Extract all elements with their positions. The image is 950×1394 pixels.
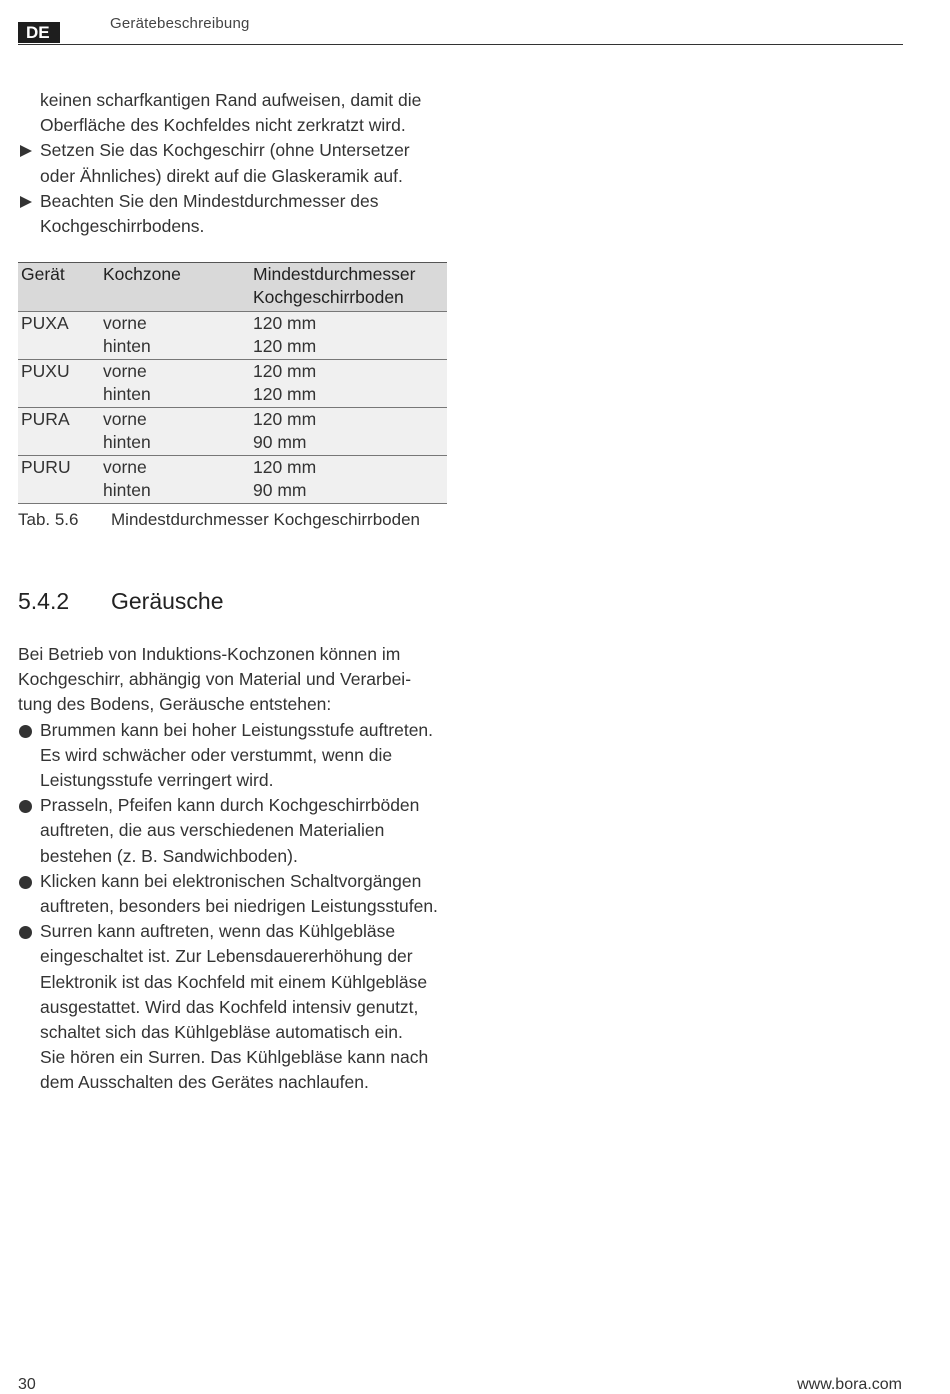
table-caption [18,510,448,530]
triangle-bullet-icon [20,196,32,208]
triangle-bullet-icon [20,145,32,157]
diameter-cell: 120 mm 120 mm [250,312,447,360]
text-line: bestehen (z. B. Sandwichboden). [40,845,298,866]
section-body [18,642,448,1096]
bullet-dot-icon [19,876,32,889]
text-line: ausgestattet. Wird das Kochfeld intensiv genutzt, [40,996,419,1017]
bullet-item [18,869,448,919]
header-zone: Kochzone [100,263,250,312]
text-line: Prasseln, Pfeifen kann durch Kochgeschirrböden [40,795,420,816]
text-line: Kochgeschirr, abhängig von Material und Verarbei- [18,669,412,690]
header-diameter [250,263,447,312]
zone-cell: vorne hinten [100,360,250,408]
caption-text: Mindestdurchmesser Kochgeschirrboden [111,510,420,529]
text-line: Setzen Sie das Kochgeschirr (ohne Untersetzer [40,140,410,161]
section-heading [18,588,448,615]
text-line: auftreten, besonders bei niedrigen Leistungsstufen. [40,896,438,917]
bullet-item [18,793,448,869]
text-line: Elektronik ist das Kochfeld mit einem Kühlgebläse [40,971,428,992]
table-row [18,408,447,456]
text-line: Brummen kann bei hoher Leistungsstufe auftreten. [40,719,434,740]
header-diameter-line: Kochgeschirrboden [253,287,404,307]
text-line: Beachten Sie den Mindestdurchmesser des [40,190,379,211]
table-header-row [18,263,447,312]
language-badge: DE [18,22,60,43]
bullet-item [18,718,448,794]
zone-cell: vorne hinten [100,408,250,456]
section-title: Geräusche [111,588,224,614]
bullet-item [18,919,448,1095]
diameter-table-block [18,262,448,530]
text-line: keinen scharfkantigen Rand aufweisen, damit die [40,90,422,110]
page-header [18,14,903,45]
section-number: 5.4.2 [18,588,70,614]
text-line: oder Ähnliches) direkt auf die Glaskeramik auf. [40,165,403,186]
section-intro [18,642,448,718]
zone-cell: vorne hinten [100,312,250,360]
text-line: eingeschaltet ist. Zur Lebensdauererhöhung der [40,946,413,967]
bullet-dot-icon [19,725,32,738]
bullet-dot-icon [19,800,32,813]
footer-url: www.bora.com [797,1376,902,1393]
text-line: auftreten, die aus verschiedenen Materialien [40,820,385,841]
header-device: Gerät [18,263,100,312]
text-line: Leistungsstufe verringert wird. [40,770,274,791]
bullet-dot-icon [19,926,32,939]
step-item [18,189,448,239]
diameter-cell: 120 mm 90 mm [250,408,447,456]
diameter-cell: 120 mm 90 mm [250,456,447,504]
table-row [18,456,447,504]
text-line: tung des Bodens, Geräusche entstehen: [18,694,332,715]
device-cell: PUXA [18,312,100,360]
table-row [18,312,447,360]
device-cell: PUXU [18,360,100,408]
intro-block [18,88,448,239]
text-line: Kochgeschirrbodens. [40,216,205,237]
caption-number: Tab. 5.6 [18,510,79,529]
header-title: Gerätebeschreibung [110,15,250,32]
text-line: schaltet sich das Kühlgebläse automatisch ein. [40,1022,403,1043]
text-line: Klicken kann bei elektronischen Schaltvorgängen [40,870,422,891]
zone-cell: vorne hinten [100,456,250,504]
table-row [18,360,447,408]
device-cell: PURA [18,408,100,456]
text-line: Es wird schwächer oder verstummt, wenn die [40,744,393,765]
device-cell: PURU [18,456,100,504]
text-line: dem Ausschalten des Gerätes nachlaufen. [40,1072,369,1093]
text-line: Surren kann auftreten, wenn das Kühlgebläse [40,921,396,942]
intro-continuation [18,88,448,138]
step-item [18,138,448,188]
diameter-cell: 120 mm 120 mm [250,360,447,408]
diameter-table [18,262,447,504]
text-line: Sie hören ein Surren. Das Kühlgebläse kann nach [40,1047,429,1068]
section-heading-block [18,588,448,615]
page-number: 30 [18,1376,36,1393]
header-diameter-line: Mindestdurchmesser [253,264,416,284]
text-line: Bei Betrieb von Induktions-Kochzonen können im [18,644,401,664]
text-line: Oberfläche des Kochfeldes nicht zerkratzt wird. [40,115,406,136]
